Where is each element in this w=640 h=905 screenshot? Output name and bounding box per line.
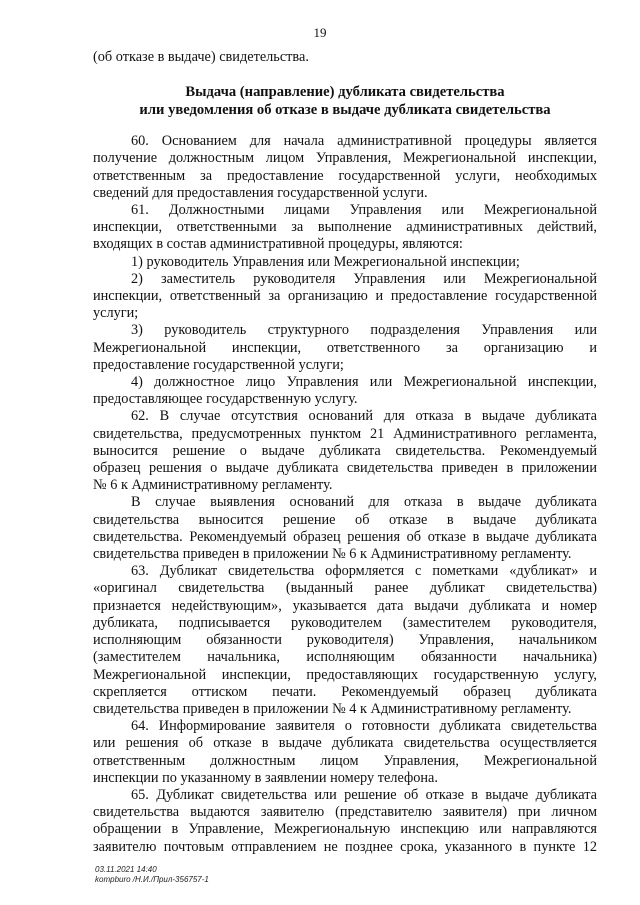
text-line: 65. Дубликат свидетельства или решение об отказе в выдаче дубликата bbox=[131, 786, 597, 803]
text-line: 61. Должностными лицами Управления или Межрегиональной bbox=[131, 202, 597, 219]
text-line: заявителю почтовым отправлением не позднее срока, указанного в пункте 12 bbox=[93, 838, 597, 855]
text-line: свидетельства приведен в приложении № 6 к Административному регламенту. bbox=[93, 546, 572, 563]
text-line: 62. В случае отсутствия оснований для отказа в выдаче дубликата bbox=[131, 408, 597, 425]
text-line: 64. Информирование заявителя о готовности дубликата свидетельства bbox=[131, 718, 597, 735]
text-line: выносится решение о выдаче дубликата свидетельства. Рекомендуемый bbox=[93, 442, 597, 459]
text-line: исполняющим обязанности руководителя) Управления, начальником bbox=[93, 632, 597, 649]
footer-author: kompburo /Н.И./Прил-356757-1 bbox=[95, 875, 209, 884]
text-line: ответственным должностным лицом Управления, Межрегиональной bbox=[93, 752, 597, 769]
text-line: Межрегиональной инспекции, предоставляющих государственную услугу, bbox=[93, 666, 597, 683]
text-line: инспекции, ответственный за организацию и предоставление государственной bbox=[93, 288, 597, 305]
intro-text bbox=[93, 49, 597, 66]
text-line: (об отказе в выдаче) свидетельства. bbox=[93, 49, 309, 65]
text-line: предоставляющее государственную услугу. bbox=[93, 391, 358, 408]
section-title-line-1: Выдача (направление) дубликата свидетельства bbox=[185, 84, 505, 101]
text-line: инспекции по указанному в заявлении номеру телефона. bbox=[93, 769, 438, 786]
text-line: или решения об отказе в выдаче дубликата свидетельства осуществляется bbox=[93, 735, 597, 752]
text-line: ответственным за предоставление государственной услуги, необходимых bbox=[93, 167, 597, 184]
text-line: (заместителем начальника, исполняющим обязанности начальника) bbox=[93, 649, 597, 666]
section-title-line-2: или уведомления об отказе в выдаче дубликата свидетельства bbox=[139, 102, 551, 119]
text-line: свидетельства выносится решение об отказе в выдаче дубликата bbox=[93, 511, 597, 528]
document-body bbox=[93, 49, 597, 856]
text-line: 63. Дубликат свидетельства оформляется с пометками «дубликат» и bbox=[131, 563, 597, 580]
text-line: инспекции, ответственными за выполнение административных действий, bbox=[93, 219, 597, 236]
footer-stamp bbox=[95, 865, 209, 885]
text-line: образец решения о выдаче дубликата свидетельства приведен в приложении bbox=[93, 460, 597, 477]
text-line: свидетельства выдаются заявителю (представителю заявителя) при личном bbox=[93, 804, 597, 821]
text-line: свидетельства приведен в приложении № 4 к Административному регламенту. bbox=[93, 700, 572, 717]
text-line: № 6 к Административному регламенту. bbox=[93, 477, 333, 494]
text-line: Межрегиональной инспекции, ответственного за организацию и bbox=[93, 339, 597, 356]
body-text bbox=[93, 133, 597, 856]
text-line: свидетельства. Рекомендуемый образец решения об отказе в выдаче дубликата bbox=[93, 528, 597, 545]
text-line: предоставление государственной услуги; bbox=[93, 356, 344, 373]
text-line: дубликата, подписывается руководителем (заместителем руководителя, bbox=[93, 614, 597, 631]
text-line: 4) должностное лицо Управления или Межрегиональной инспекции, bbox=[131, 374, 597, 391]
text-line: обращении в Управление, Межрегиональную инспекцию или направляются bbox=[93, 821, 597, 838]
page-number: 19 bbox=[313, 25, 327, 40]
text-line: скрепляется оттиском печати. Рекомендуемый образец дубликата bbox=[93, 683, 597, 700]
text-line: сведений для предоставления государственной услуги. bbox=[93, 184, 428, 201]
text-line: 60. Основанием для начала административной процедуры является bbox=[131, 133, 597, 150]
footer-date: 03.11.2021 14:40 bbox=[95, 865, 157, 874]
text-line: 1) руководитель Управления или Межрегиональной инспекции; bbox=[131, 253, 520, 270]
text-line: услуги; bbox=[93, 305, 139, 322]
text-line: «оригинал свидетельства (выданный ранее дубликат свидетельства) bbox=[93, 580, 597, 597]
text-line: В случае выявления оснований для отказа в выдаче дубликата bbox=[131, 494, 597, 511]
text-line: признается недействующим», указывается дата выдачи дубликата и номер bbox=[93, 597, 597, 614]
text-line: входящих в состав административной процедуры, являются: bbox=[93, 236, 463, 253]
text-line: 3) руководитель структурного подразделения Управления или bbox=[131, 322, 597, 339]
text-line: свидетельства, предусмотренных пунктом 21 Административного регламента, bbox=[93, 425, 597, 442]
section-title bbox=[93, 83, 597, 119]
text-line: 2) заместитель руководителя Управления или Межрегиональной bbox=[131, 270, 597, 287]
text-line: получение должностным лицом Управления, Межрегиональной инспекции, bbox=[93, 150, 597, 167]
